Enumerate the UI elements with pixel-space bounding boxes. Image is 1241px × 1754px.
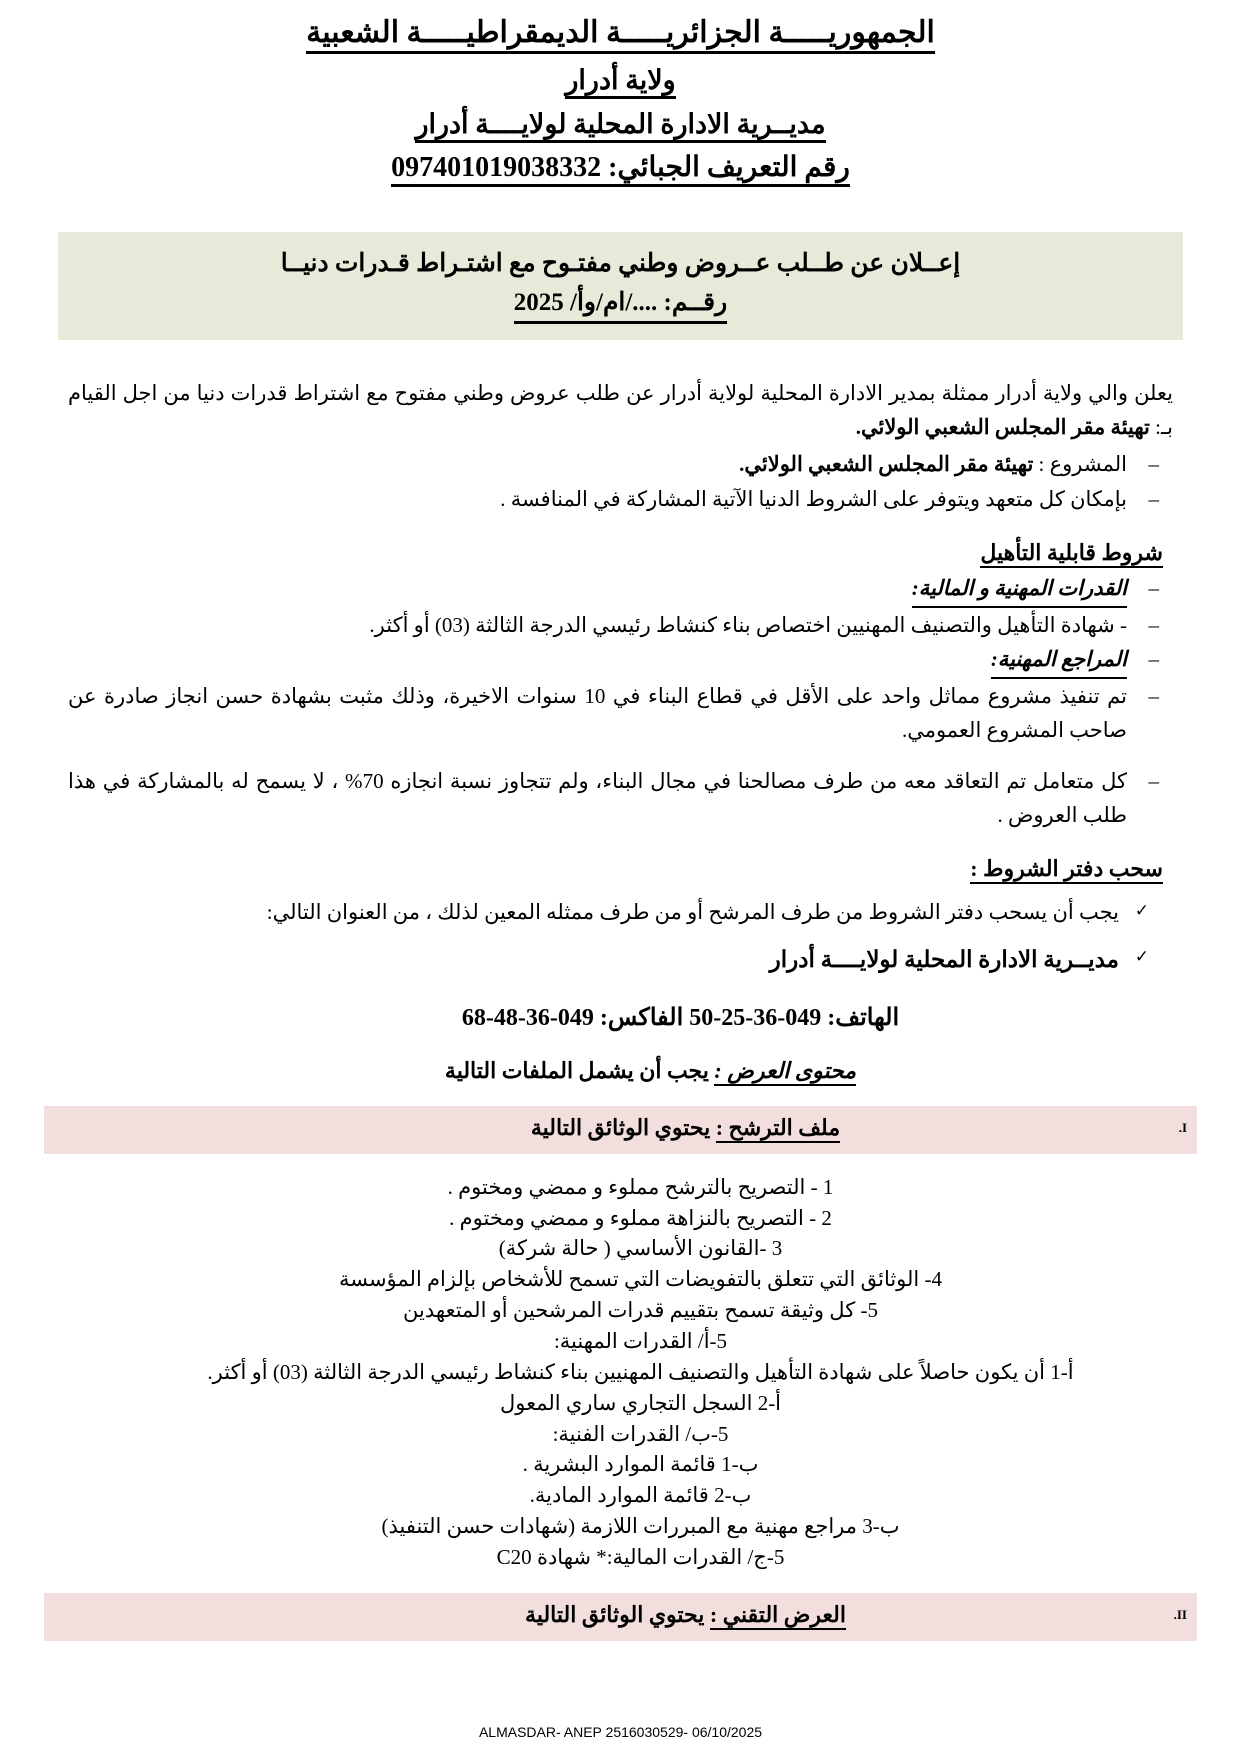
list-item: 5-ب/ القدرات الفنية: xyxy=(552,1421,729,1446)
contact-phone-fax: الهاتف: 049-36-25-50 الفاكس: 049-36-48-68 xyxy=(461,1004,900,1031)
document-header xyxy=(68,0,1173,187)
list-item: 5-أ/ القدرات المهنية: xyxy=(553,1328,728,1353)
withdrawal-heading-text: سحب دفتر الشروط : xyxy=(970,856,1163,884)
contact-line xyxy=(68,1003,1173,1032)
offer-content-heading xyxy=(68,1058,1173,1086)
intro-paragraph xyxy=(68,376,1173,444)
withdrawal-heading xyxy=(68,856,1173,884)
section-technical-title xyxy=(395,1602,846,1627)
header-country xyxy=(68,0,1173,54)
qualification-item-references xyxy=(68,680,1173,747)
header-wilaya-text: ولاية أدرار xyxy=(565,65,675,99)
bullet-project-label: المشروع : xyxy=(1033,451,1127,476)
header-country-text: الجمهوريـــــة الجزائريـــــة الديمقراطيـــــة الشعبية xyxy=(306,16,935,54)
header-directorate xyxy=(68,99,1173,143)
list-item: أ-2 السجل التجاري ساري المعول xyxy=(499,1390,782,1415)
list-item: ب-2 قائمة الموارد المادية. xyxy=(529,1483,752,1508)
section-banner-candidacy xyxy=(44,1106,1197,1154)
header-directorate-text: مديــرية الادارة المحلية لولايــــة أدرار xyxy=(415,109,825,143)
offer-content-rest: يجب أن يشمل الملفات التالية xyxy=(444,1057,715,1083)
bullet-participation-text: بإمكان كل متعهد ويتوفر على الشروط الدنيا الآتية المشاركة في المنافسة . xyxy=(500,486,1127,511)
section-technical-underlined: العرض التقني : xyxy=(710,1602,846,1630)
offer-content-label: محتوى العرض : xyxy=(714,1058,856,1086)
bullet-project-value: تهيئة مقر المجلس الشعبي الولائي. xyxy=(739,451,1034,476)
qualification-item2-text: تم تنفيذ مشروع مماثل واحد على الأقل في قطاع البناء في 10 سنوات الاخيرة، وذلك مثبت بشهادة حسن انجاز صادرة عن صاحب المشروع العمومي. xyxy=(68,683,1127,742)
section-banner-technical xyxy=(44,1593,1197,1641)
qualification-heading-text: شروط قابلية التأهيل xyxy=(980,540,1163,568)
withdrawal-instruction-text: يجب أن يسحب دفتر الشروط من طرف المرشح أو من طرف ممثله المعين لذلك ، من العنوان التالي: xyxy=(266,900,1119,925)
withdrawal-address-text: مديــرية الادارة المحلية لولايــــة أدرار xyxy=(769,946,1119,972)
qualification-list xyxy=(68,572,1173,832)
list-item: 5-ج/ القدرات المالية:* شهادة C20 xyxy=(496,1545,785,1569)
list-item: 3 -القانون الأساسي ( حالة شركة) xyxy=(498,1236,783,1261)
bullet-project xyxy=(68,448,1173,482)
qualification-sub2-text: المراجع المهنية: xyxy=(991,643,1127,679)
bullet-participation xyxy=(68,483,1173,517)
qualification-sub-references xyxy=(68,643,1173,679)
list-item: 2 - التصريح بالنزاهة مملوء و ممضي ومختوم . xyxy=(449,1205,832,1230)
section-technical-roman: II. xyxy=(1173,1606,1187,1622)
page-footer xyxy=(0,1724,1241,1740)
intro-text: يعلن والي ولاية أدرار ممثلة بمدير الادارة المحلية لولاية أدرار عن طلب عروض وطني مفتوح مع اشتراط قدرات دنيا من اجل القيام بـ: xyxy=(68,380,1173,439)
withdrawal-address xyxy=(68,942,1173,979)
announcement-title: إعــلان عن طــلب عــروض وطني مفتـوح مع اشتـراط قـدرات دنيــا xyxy=(280,250,961,278)
announcement-banner xyxy=(58,232,1183,340)
announcement-number: رقــم: ..../ام/وأ/ 2025 xyxy=(514,285,727,324)
header-wilaya xyxy=(68,54,1173,99)
list-item: 5- كل وثيقة تسمح بتقييم قدرات المرشحين أو المتعهدين xyxy=(403,1298,878,1323)
section-candidacy-underlined: ملف الترشح : xyxy=(716,1115,840,1143)
section-candidacy-title xyxy=(401,1115,840,1140)
intro-project-bold: تهيئة مقر المجلس الشعبي الولائي. xyxy=(855,414,1150,439)
qualification-item3-text: كل متعامل تم التعاقد معه من طرف مصالحنا في مجال البناء، ولم تتجاوز نسبة انجازه 70% ، لا يسمح له بالمشاركة في هذا طلب العروض . xyxy=(68,769,1128,827)
qualification-item1-text: - شهادة التأهيل والتصنيف المهنيين اختصاص بناء كنشاط رئيسي الدرجة الثالثة (03) أو أكثر. xyxy=(369,612,1127,637)
qualification-heading xyxy=(68,540,1173,568)
section-candidacy-roman: I. xyxy=(1178,1119,1187,1135)
list-item: ب-3 مراجع مهنية مع المبررات اللازمة (شهادات حسن التنفيذ) xyxy=(381,1514,900,1539)
qualification-sub-professional xyxy=(68,572,1173,608)
top-bullet-list xyxy=(68,448,1173,516)
list-item: ب-1 قائمة الموارد البشرية . xyxy=(522,1452,759,1477)
candidacy-document-list xyxy=(68,1172,1173,1573)
qualification-item-exclusion xyxy=(68,765,1173,832)
section-technical-rest: يحتوي الوثائق التالية xyxy=(525,1601,710,1627)
list-item: أ-1 أن يكون حاصلاً على شهادة التأهيل والتصنيف المهنيين بناء كنشاط رئيسي الدرجة الثالثة (03) أو أكثر. xyxy=(207,1359,1074,1384)
withdrawal-instruction xyxy=(68,896,1173,930)
qualification-item-certificate xyxy=(68,609,1173,643)
section-candidacy-rest: يحتوي الوثائق التالية xyxy=(530,1114,716,1140)
qualification-sub1-text: القدرات المهنية و المالية: xyxy=(912,572,1127,608)
list-item: 4- الوثائق التي تتعلق بالتفويضات التي تسمح للأشخاص بإلزام المؤسسة xyxy=(338,1267,943,1292)
header-tax-id xyxy=(68,143,1173,187)
footer-text: ALMASDAR- ANEP 2516030529- 06/10/2025 xyxy=(478,1724,763,1740)
withdrawal-list xyxy=(68,896,1173,978)
header-tax-id-text: رقم التعريف الجبائي: 097401019038332 xyxy=(391,152,850,187)
list-item: 1 - التصريح بالترشح مملوء و ممضي ومختوم . xyxy=(447,1174,834,1199)
